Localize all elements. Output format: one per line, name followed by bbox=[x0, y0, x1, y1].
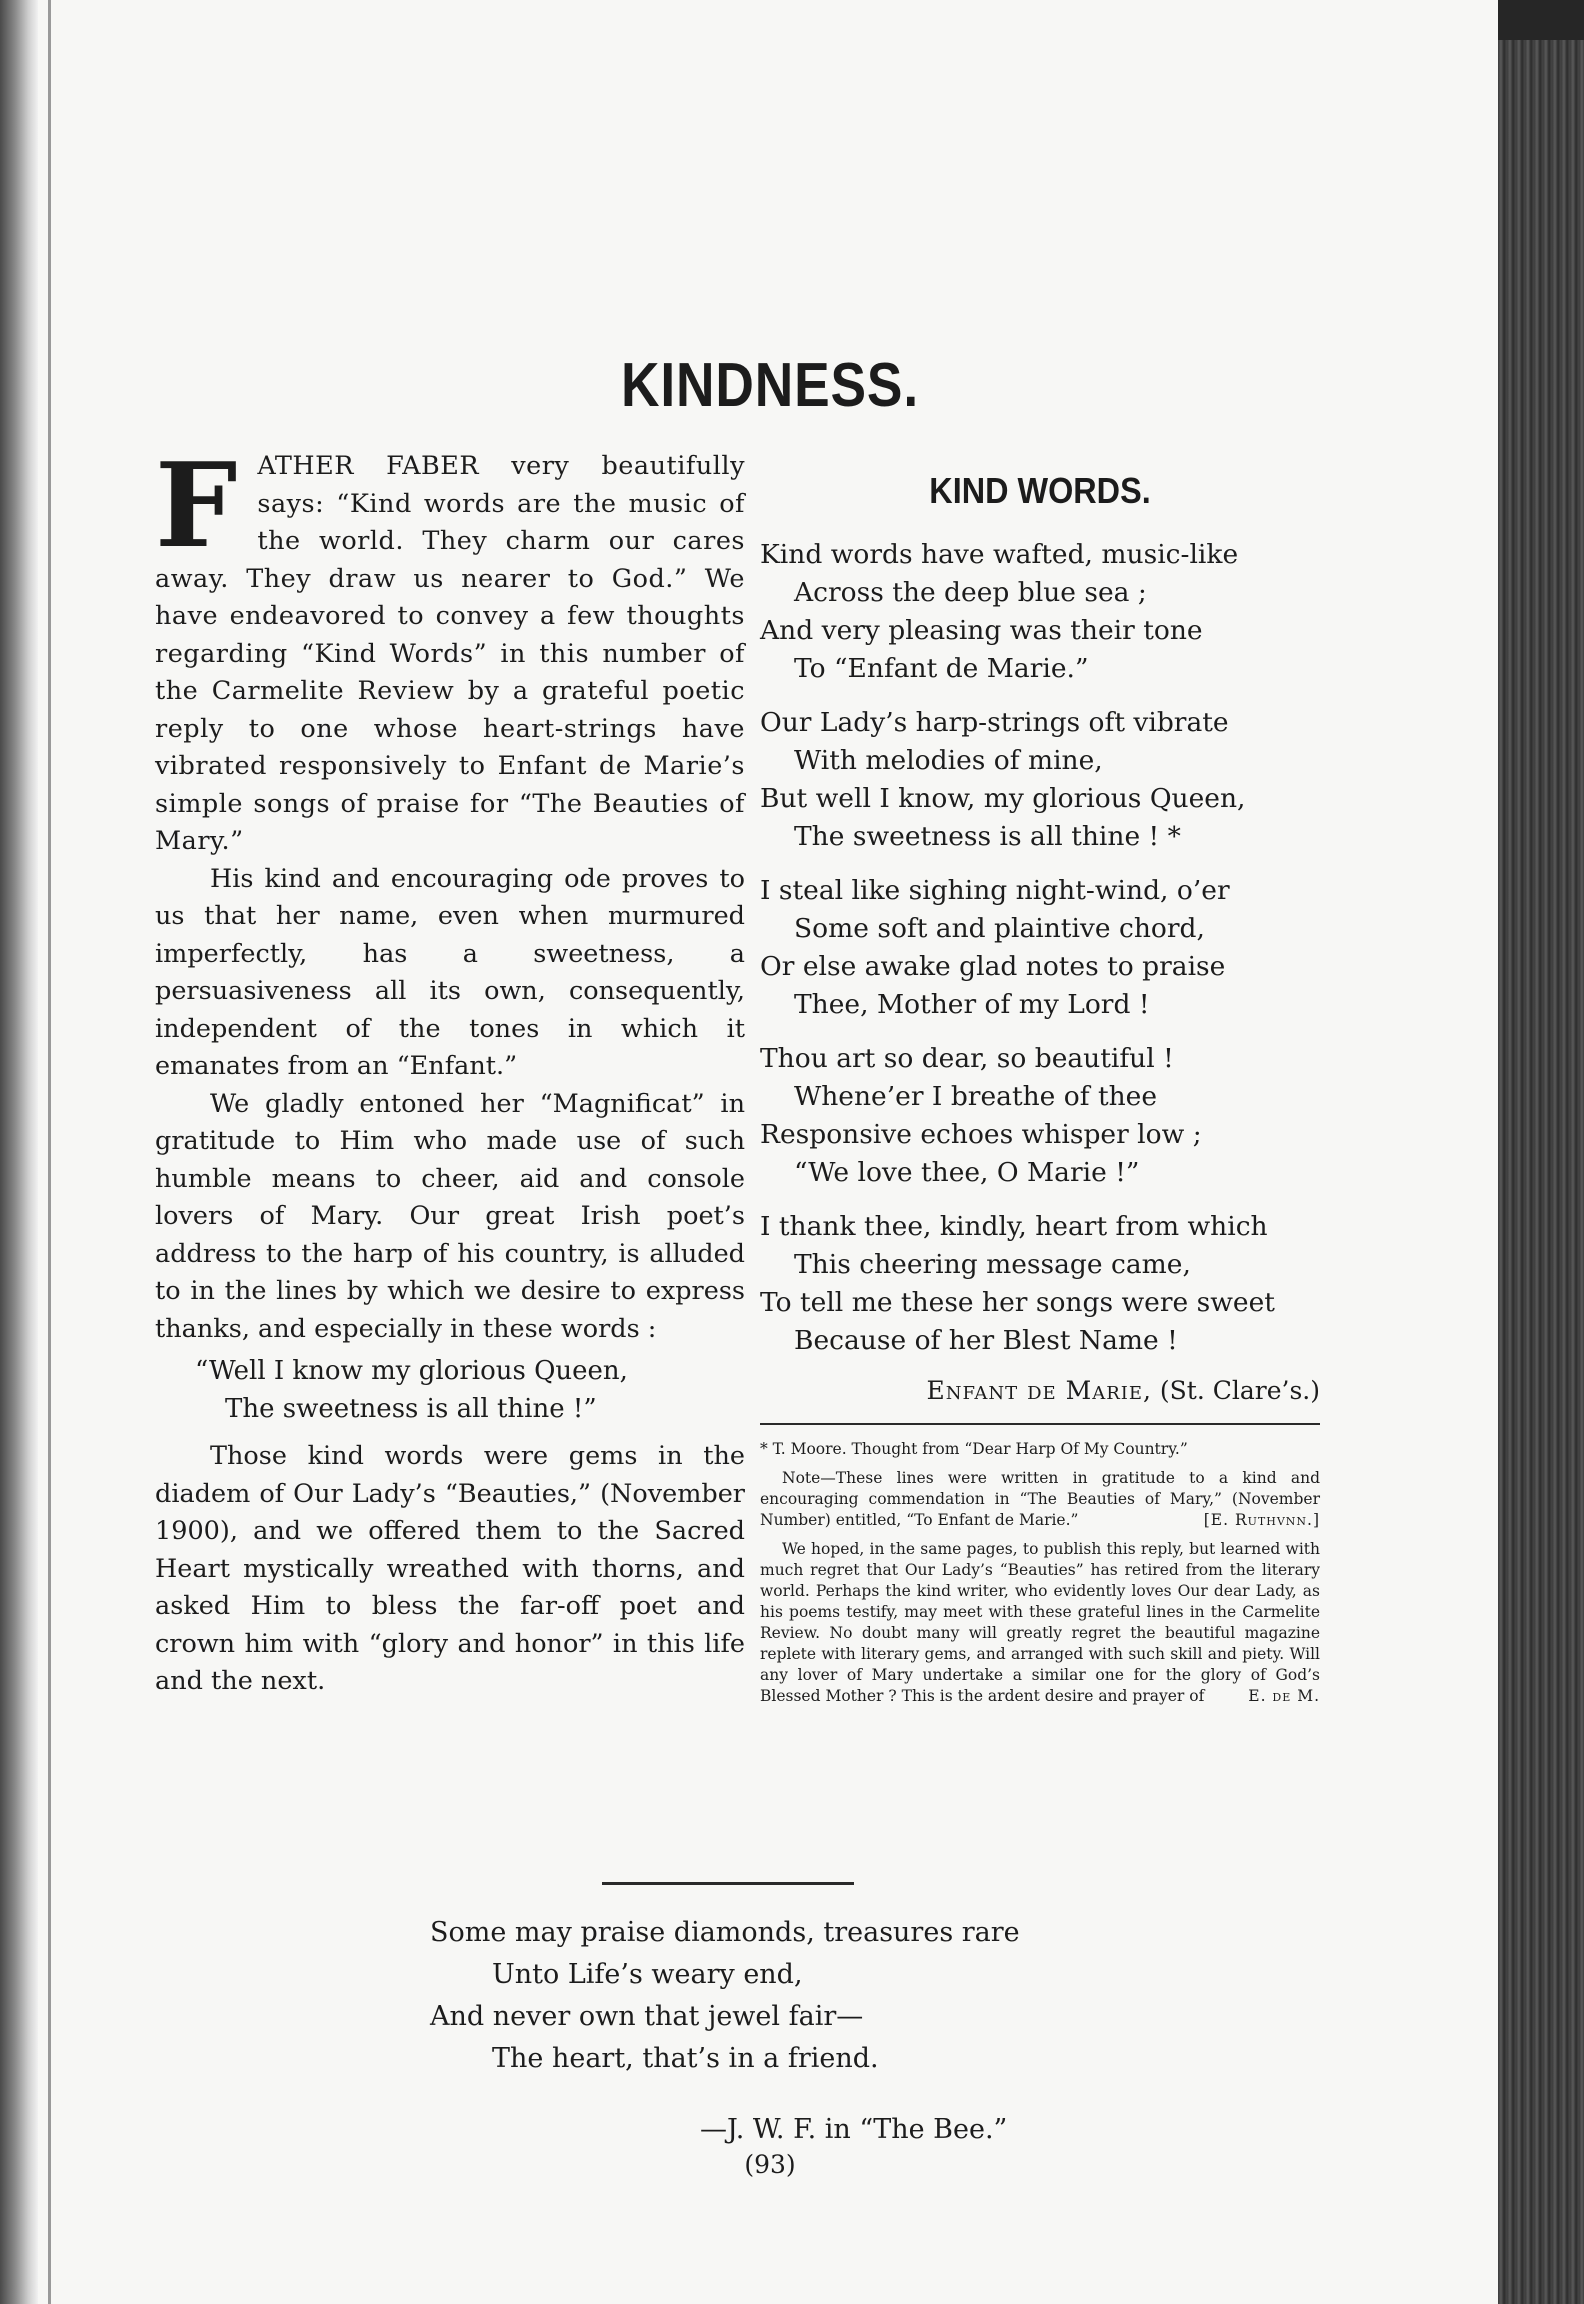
essay-paragraph-4: Those kind words were gems in the diadem of Our Lady’s “Beauties,” (November 1900), and we offered them to the Sacred Heart mystically wreathed with thorns, and asked Him to bless the far-off poet and crown him with “glory and honor” in this life and the next. bbox=[155, 1441, 745, 1696]
essay-paragraph-3: We gladly entoned her “Magnificat” in gratitude to Him who made use of such humble means to cheer, aid and console lovers of Mary. Our great Irish poet’s address to the harp of his country, is alluded to in the lines by which we desire to express thanks, and especially in these words : bbox=[155, 1088, 745, 1344]
note-paragraph bbox=[760, 1468, 1320, 1531]
poem-column bbox=[760, 470, 1320, 1715]
poem-stanza bbox=[760, 1040, 1320, 1192]
note-body: We hoped, in the same pages, to publish this reply, but learned with much regret that Our Lady’s “Beauties” has retired from the literary world. Perhaps the kind writer, who evidently loves Our dear Lady, as his poems testify, may meet with these grateful lines in the Carmelite Review. No doubt many will greatly regret the beautiful magazine replete with literary gems, and arranged with such skill and piety. Will any lover of Mary undertake a similar one for the glory of God’s Blessed Mother ? This is the ardent desire and prayer of bbox=[760, 1540, 1320, 1705]
verse-attribution: —J. W. F. in “The Bee.” bbox=[700, 2114, 1008, 2145]
poem-line: To tell me these her songs were sweet bbox=[760, 1287, 1275, 1318]
verse-line: And never own that jewel fair— bbox=[430, 2001, 864, 2032]
poem-line: Or else awake glad notes to praise bbox=[760, 951, 1226, 982]
book-page-edges bbox=[1498, 40, 1584, 2304]
closing-verse bbox=[430, 1912, 1130, 2080]
poem-signature bbox=[760, 1376, 1320, 1405]
poem-line: Some soft and plaintive chord, bbox=[794, 913, 1205, 944]
poem-stanza bbox=[760, 872, 1320, 1024]
essay-opening-paragraph bbox=[155, 438, 745, 861]
poem-line: To “Enfant de Marie.” bbox=[794, 653, 1089, 684]
poem-line: Kind words have wafted, music-like bbox=[760, 539, 1239, 570]
poem-line: But well I know, my glorious Queen, bbox=[760, 783, 1246, 814]
poem-stanza bbox=[760, 704, 1320, 856]
verse-line: The heart, that’s in a friend. bbox=[492, 2043, 879, 2074]
note-signature: [E. Ruthvnn.] bbox=[1203, 1511, 1320, 1529]
poem-line: Thou art so dear, so beautiful ! bbox=[760, 1043, 1174, 1074]
gutter-line bbox=[48, 0, 51, 2304]
quote-line: “Well I know my glorious Queen, bbox=[195, 1356, 628, 1386]
quote-line: The sweetness is all thine !” bbox=[225, 1394, 597, 1424]
poem-line: Thee, Mother of my Lord ! bbox=[794, 989, 1150, 1020]
note-text: Note—These lines were written in gratitude to a kind and encouraging commendation in “The Beauties of Mary,” (November Number) entitled, “To Enfant de Marie.” bbox=[760, 1469, 1320, 1529]
poem-title: KIND WORDS. bbox=[929, 470, 1151, 511]
poem-line: Because of her Blest Name ! bbox=[794, 1325, 1178, 1356]
signature-name: Enfant de Marie, bbox=[926, 1376, 1152, 1405]
poem-line: Our Lady’s harp-strings oft vibrate bbox=[760, 707, 1229, 738]
essay-quote bbox=[195, 1352, 745, 1428]
page-number: (93) bbox=[744, 2150, 796, 2179]
page-title: KINDNESS. bbox=[620, 351, 920, 420]
poem-line: Responsive echoes whisper low ; bbox=[760, 1119, 1202, 1150]
binding-edge bbox=[0, 0, 38, 2304]
footnote: * T. Moore. Thought from “Dear Harp Of My Country.” bbox=[760, 1440, 1188, 1458]
poem-line: “We love thee, O Marie !” bbox=[794, 1157, 1140, 1188]
verse-line: Unto Life’s weary end, bbox=[492, 1959, 803, 1990]
notes-divider bbox=[760, 1423, 1320, 1425]
poem-line: Across the deep blue sea ; bbox=[794, 577, 1147, 608]
poem-stanza bbox=[760, 536, 1320, 688]
essay-paragraph-2: His kind and encouraging ode proves to us that her name, even when murmured imperfectly, has a sweetness, a persuasiveness all its own, consequently, independent of the tones in which it emanates from an “Enfant.” bbox=[155, 863, 745, 1081]
section-divider bbox=[602, 1882, 854, 1885]
essay-column bbox=[155, 438, 745, 1701]
poem-line: I steal like sighing night-wind, o’er bbox=[760, 875, 1230, 906]
poem-stanza bbox=[760, 1208, 1320, 1360]
essay-opening-text: ATHER FABER very beautifully says: “Kind words are the music of the world. They charm our cares away. They draw us nearer to God.” We have endeavored to convey a few thoughts regarding “Kind Words” in this number of the Carmelite Review by a grateful poetic reply to one whose heart-strings have vibrated responsively to Enfant de Marie’s simple songs of praise for “The Beauties of Mary.” bbox=[155, 451, 745, 856]
poem-line: And very pleasing was their tone bbox=[760, 615, 1203, 646]
poem-line: Whene’er I breathe of thee bbox=[794, 1081, 1158, 1112]
poem-line: With melodies of mine, bbox=[794, 745, 1103, 776]
note-body-signature: E. de M. bbox=[1248, 1687, 1320, 1705]
poem-line: I thank thee, kindly, heart from which bbox=[760, 1211, 1268, 1242]
verse-line: Some may praise diamonds, treasures rare bbox=[430, 1917, 1020, 1948]
poem-line: The sweetness is all thine ! * bbox=[794, 821, 1181, 852]
drop-cap: F bbox=[155, 438, 238, 574]
poem-line: This cheering message came, bbox=[794, 1249, 1191, 1280]
book-edge-top bbox=[1498, 0, 1584, 40]
note-paragraph-2 bbox=[760, 1539, 1320, 1707]
signature-place: (St. Clare’s.) bbox=[1159, 1376, 1320, 1405]
